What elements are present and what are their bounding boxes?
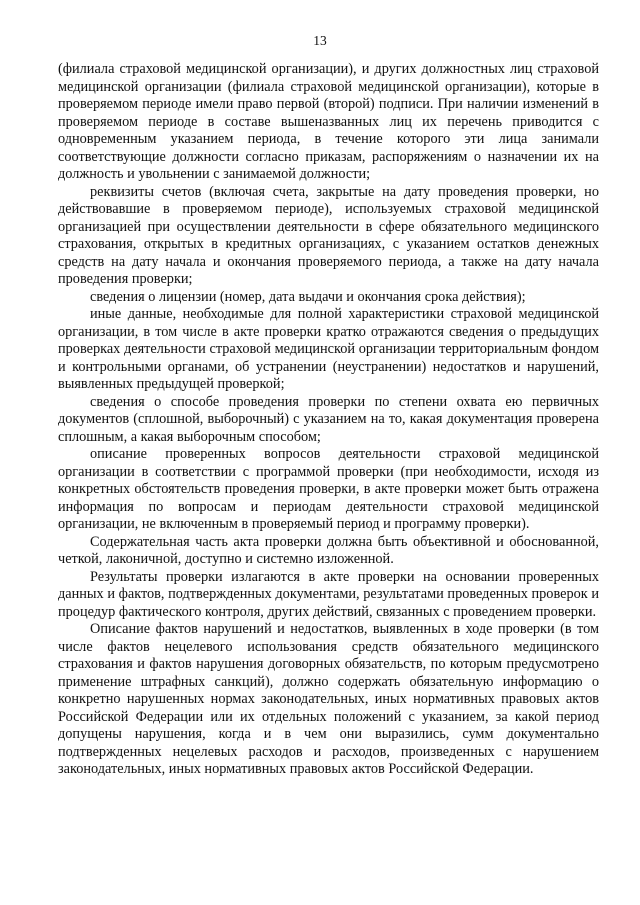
paragraph: Результаты проверки излагаются в акте проверки на основании проверенных данных и фактов, подтвержденных документами, результатами проведенных проверок и процедур фактического контроля, других действий, связанных с проведением проверки. (58, 568, 599, 620)
paragraph: иные данные, необходимые для полной характеристики страховой медицинской организации, в том числе в акте проверки кратко отражаются сведения о предыдущих проверках деятельности страховой медицинской организации территориальным фондом и контрольными органами, об устранении (неустранении) недостатков и нарушений, выявленных предыдущей проверкой; (58, 306, 599, 392)
paragraph: сведения о лицензии (номер, дата выдачи и окончания срока действия); (90, 288, 526, 305)
paragraph: Описание фактов нарушений и недостатков, выявленных в ходе проверки (в том числе фактов нецелевого использования средств обязательного медицинского страхования и фактов нарушения договорных обязательств, по которым предусмотрено применение штрафных санкций), должно содержать обязательную информацию о конкретно нарушенных нормах законодательных, иных нормативных правовых актов Российской Федерации или их отдельных положений с указанием, за какой период допущены нарушения, когда и в чем они выразились, сумм документально подтвержденных нецелевых расходов и расходов, произведенных с нарушением законодательных, иных нормативных правовых актов Российской Федерации. (58, 621, 599, 777)
paragraph: (филиала страховой медицинской организации), и других должностных лиц страховой медицинской организации (филиала страховой медицинской организации), которые в проверяемом периоде имели право первой (второй) подписи. При наличии изменений в проверяемом периоде в составе вышеназванных лиц их перечень приводится с одновременным указанием периода, в течение которого эти лица занимали соответствующие должности согласно приказам, распоряжениям о назначении их на должность и увольнении с занимаемой должности; (58, 61, 599, 182)
document-body (58, 61, 599, 779)
paragraph: сведения о способе проведения проверки по степени охвата ею первичных документов (сплошной, выборочный) с указанием на то, какая документация проверена сплошным, а какая выборочным способом; (58, 393, 599, 445)
paragraph: описание проверенных вопросов деятельности страховой медицинской организации в соответствии с программой проверки (при необходимости, исходя из конкретных обстоятельств проведения проверки, в акте проверки может быть отражена информация по вопросам и периодам деятельности страховой медицинской организации, не включенным в проверяемый период и программу проверки). (58, 446, 599, 532)
paragraph: Содержательная часть акта проверки должна быть объективной и обоснованной, четкой, лаконичной, доступно и системно изложенной. (58, 533, 599, 567)
paragraph: реквизиты счетов (включая счета, закрытые на дату проведения проверки, но действовавшие в проверяемом периоде), используемых страховой медицинской организацией при осуществлении деятельности в сфере обязательного медицинского страхования, открытых в кредитных организациях, с указанием остатков денежных средств на дату начала и окончания проверяемого периода, а также на дату начала проведения проверки; (58, 183, 599, 287)
page-number: 13 (313, 33, 327, 48)
